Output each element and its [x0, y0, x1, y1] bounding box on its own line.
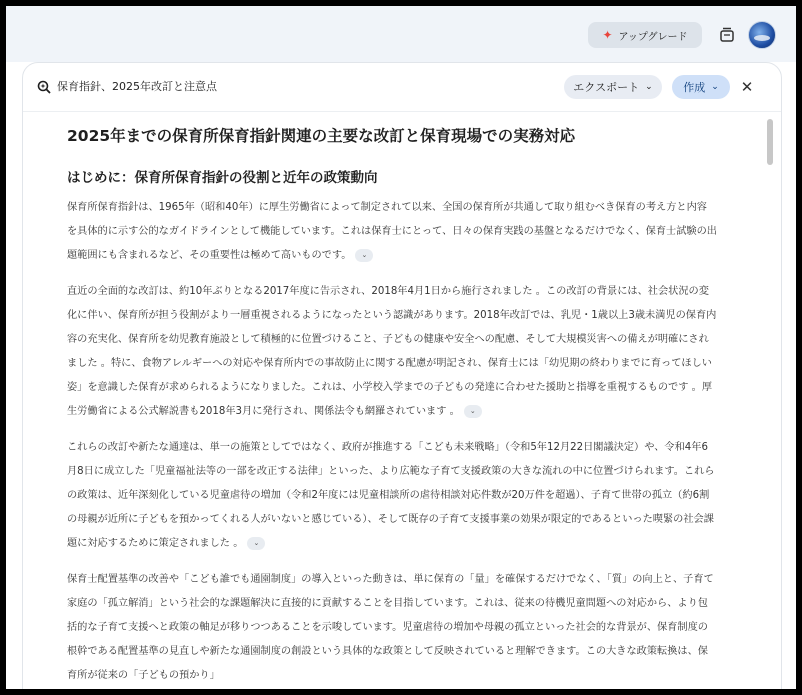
paragraph	[67, 196, 717, 268]
expand-source-button[interactable]: ⌄	[355, 249, 373, 262]
avatar[interactable]	[748, 21, 776, 49]
chevron-down-icon: ⌄	[645, 82, 653, 92]
close-icon[interactable]: ✕	[740, 78, 754, 96]
upgrade-label: アップグレード	[618, 31, 688, 43]
create-label: 作成	[683, 81, 706, 94]
paragraph-text: 保育所保育指針は、1965年（昭和40年）に厚生労働省によって制定されて以来、全国の保育所が共通して取り組むべき保育の考え方と内容を具体的に示す公的なガイドラインとして機能しています。これは保育士にとって、日々の保育実践の基盤となるだけでなく、保育士試験の出題範囲にも含まれるなど、その重要性は極めて高いものです。	[67, 202, 717, 261]
sparkle-icon: ✦	[602, 28, 613, 42]
expand-source-button[interactable]: ⌄	[247, 537, 265, 550]
panel-header	[23, 63, 781, 112]
section-heading: はじめに：保育所保育指針の役割と近年の政策動向	[67, 170, 378, 186]
document-panel	[22, 62, 782, 689]
export-label: エクスポート	[573, 81, 640, 94]
chevron-down-icon: ⌄	[711, 82, 719, 92]
paragraph	[67, 280, 717, 424]
paragraph-text: 保育士配置基準の改善や「こども誰でも通園制度」の導入といった動きは、単に保育の「量」を確保するだけでなく、「質」の向上と、子育て家庭の「孤立解消」という社会的な課題解決に直接的に貢献することを目指しています。これは、従来の待機児童問題への対応から、より包括的な子育て支援へと政策の軸足が移りつつあることを示唆しています。児童虐待の増加や母親の孤立といった社会的な背景が、保育制度の根幹である配置基準の見直しや新たな通園制度の創設という具体的な政策として反映されていると理解できます。この大きな政策転換は、保育所が従来の「子どもの預かり」	[67, 574, 714, 681]
document-body	[67, 126, 717, 689]
document-title: 2025年までの保育所保育指針関連の主要な改訂と保育現場での実務対応	[67, 127, 576, 145]
create-button[interactable]	[672, 75, 730, 99]
paragraph-text: 直近の全面的な改訂は、約10年ぶりとなる2017年度に告示され、2018年4月1日から施行されました 。この改訂の背景には、社会状況の変化に伴い、保育所が担う役割がより一層重視されるようになったという認識があります。2018年改訂では、乳児・1歳以上3歳未満児の保育内容の充実化、保育所を幼児教育施設として積極的に位置づけること、子どもの健康や安全への配慮、そして大規模災害への備えが明確にされました 。特に、食物アレルギーへの対応や保育所内での事故防止に関する配慮が明記され、保育士には「幼児期の終わりまでに育ってほしい姿」を意識した保育が求められるようになりました。これは、小学校入学までの子どもの発達に合わせた援助と指導を重視するものです 。厚生労働省による公式解説書も2018年3月に発行され、関係法令も網羅されています 。	[67, 286, 717, 417]
upgrade-button[interactable]	[588, 22, 702, 48]
search-spark-icon	[37, 80, 51, 94]
paragraph-text: これらの改訂や新たな通達は、単一の施策としてではなく、政府が推進する「こども未来戦略」（令和5年12月22日閣議決定）や、令和4年6月8日に成立した「児童福祉法等の一部を改正する法律」といった、より広範な子育て支援政策の大きな流れの中に位置づけられます。これらの政策は、近年深刻化している児童虐待の増加（令和2年度には児童相談所の虐待相談対応件数が20万件を超過）、子育て世帯の孤立（約6割の母親が近所に子どもを預かってくれる人がいないと感じている）、そして既存の子育て支援事業の効果が限定的であるといった喫緊の社会課題に対応するために策定されました 。	[67, 442, 715, 549]
scrollbar-thumb[interactable]	[767, 119, 773, 165]
expand-source-button[interactable]: ⌄	[464, 405, 482, 418]
panel-title: 保育指針、2025年改訂と注意点	[57, 80, 217, 93]
export-button[interactable]	[564, 75, 662, 99]
app-window	[6, 6, 796, 689]
history-icon[interactable]	[718, 26, 736, 44]
paragraph	[67, 568, 717, 688]
top-bar	[6, 6, 796, 62]
paragraph	[67, 436, 717, 556]
